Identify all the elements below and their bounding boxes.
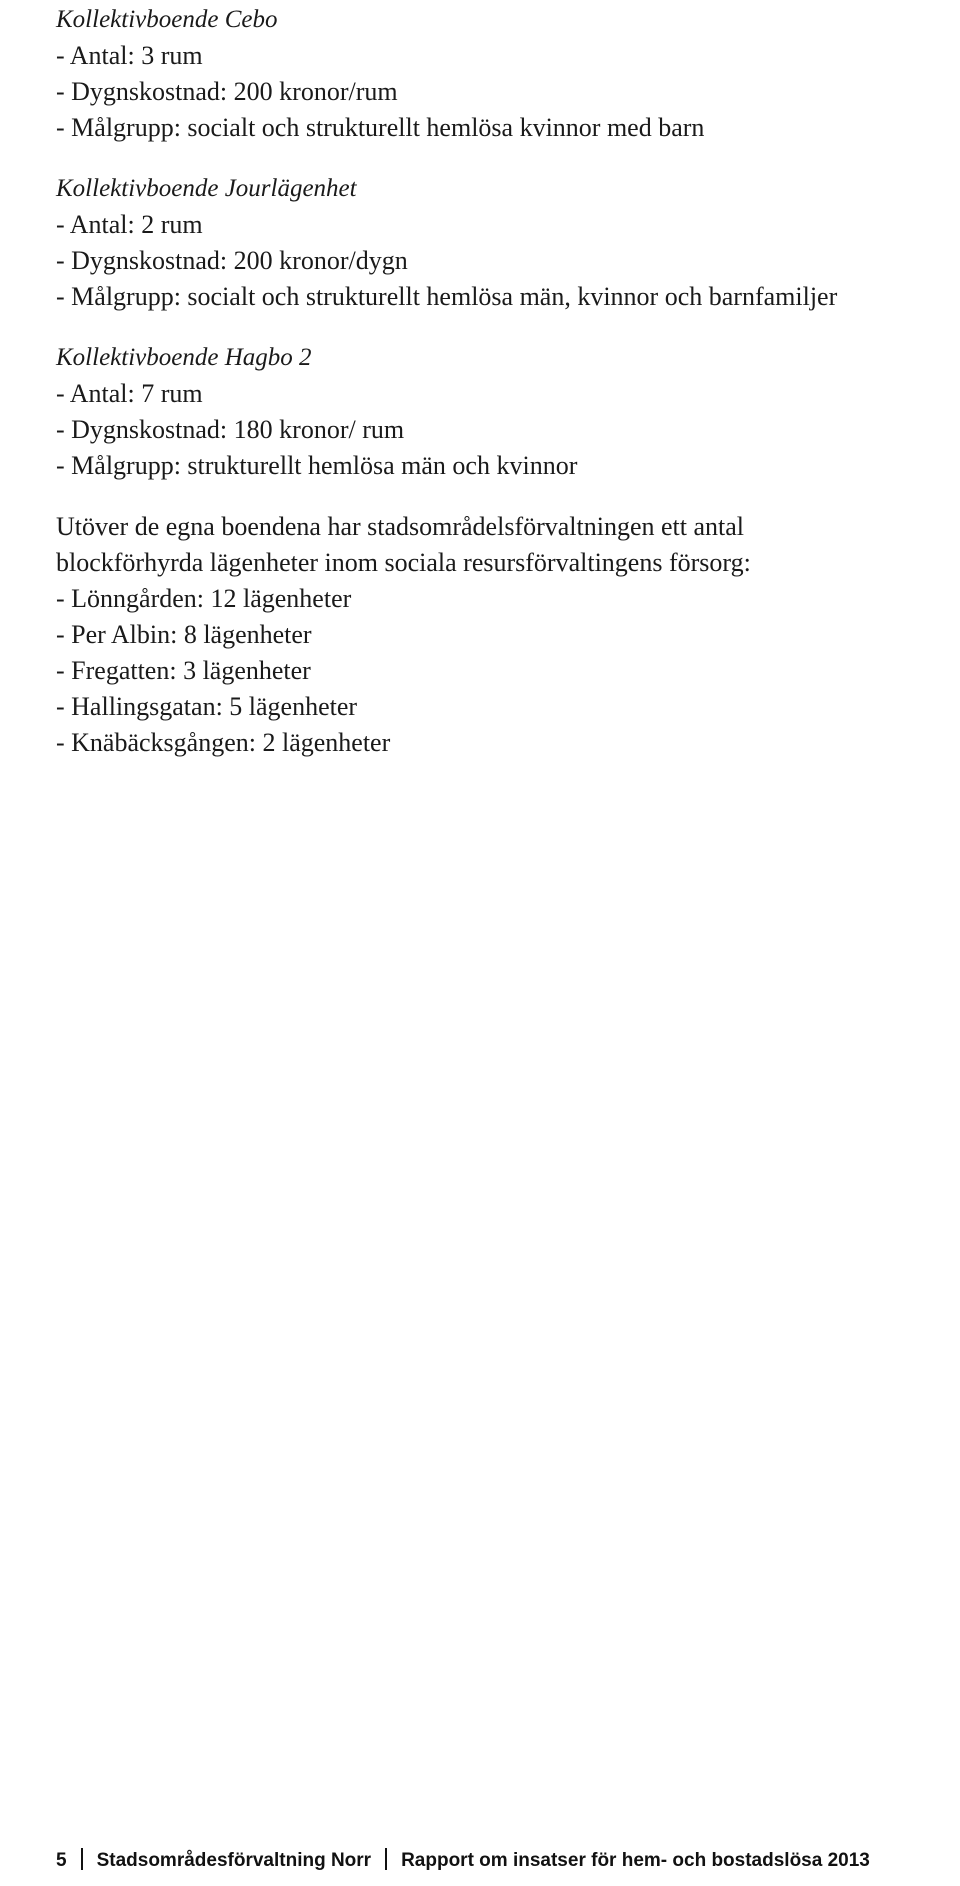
section-heading: Kollektivboende Hagbo 2 (56, 344, 312, 371)
paragraph-line: blockförhyrda lägenheter inom sociala resursförvaltingens försorg: (56, 548, 751, 577)
document-body (56, 0, 946, 786)
section-heading: Kollektivboende Jourlägenhet (56, 175, 357, 202)
list-item: - Fregatten: 3 lägenheter (56, 656, 311, 685)
section-heading: Kollektivboende Cebo (56, 6, 278, 33)
paragraph-line: Utöver de egna boendena har stadsområdelsförvaltningen ett antal (56, 512, 745, 541)
list-item: - Dygnskostnad: 200 kronor/rum (56, 77, 398, 106)
list-item: - Antal: 7 rum (56, 379, 203, 408)
list-item: - Hallingsgatan: 5 lägenheter (56, 692, 358, 721)
list-item: - Dygnskostnad: 180 kronor/ rum (56, 415, 405, 444)
section-jourlagenhet (56, 171, 946, 315)
footer-report-title: Rapport om insatser för hem- och bostadslösa 2013 (401, 1850, 870, 1871)
list-item: - Per Albin: 8 lägenheter (56, 620, 312, 649)
list-item: - Målgrupp: strukturellt hemlösa män och kvinnor (56, 451, 578, 480)
list-item: - Dygnskostnad: 200 kronor/dygn (56, 246, 408, 275)
footer-organization: Stadsområdesförvaltning Norr (96, 1850, 372, 1871)
list-item: - Knäbäcksgången: 2 lägenheter (56, 728, 391, 757)
list-item: - Lönngården: 12 lägenheter (56, 584, 352, 613)
section-cebo (56, 0, 946, 146)
list-item: - Antal: 2 rum (56, 210, 203, 239)
section-hagbo (56, 340, 946, 484)
footer-separator (81, 1848, 83, 1870)
list-item: - Antal: 3 rum (56, 41, 203, 70)
footer-separator (385, 1848, 387, 1870)
list-item: - Målgrupp: socialt och strukturellt hemlösa män, kvinnor och barnfamiljer (56, 282, 838, 311)
page-number: 5 (56, 1850, 67, 1871)
list-item: - Målgrupp: socialt och strukturellt hemlösa kvinnor med barn (56, 113, 705, 142)
paragraph-blockforhyrda (56, 509, 946, 761)
page-footer (56, 1848, 870, 1873)
